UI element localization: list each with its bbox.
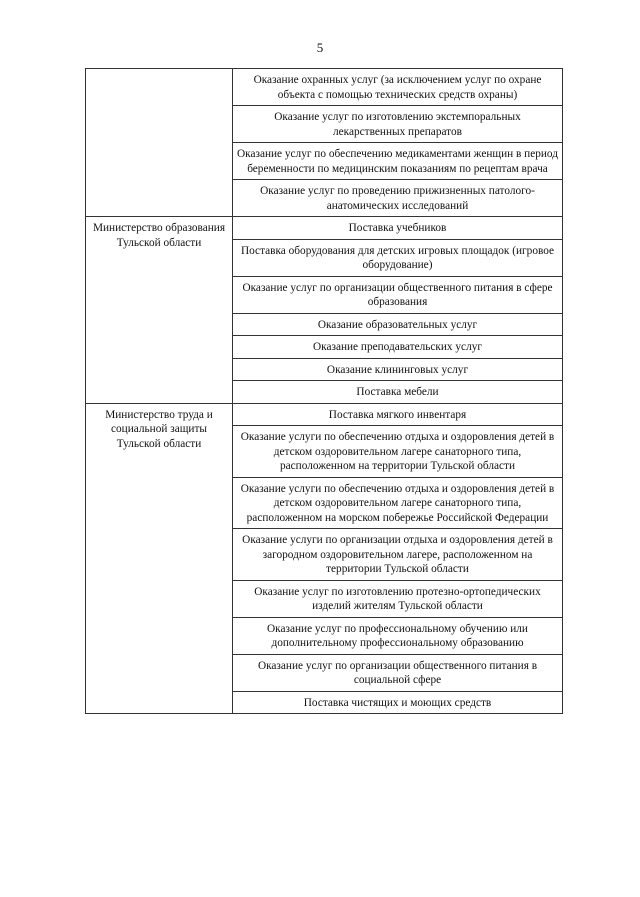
service-cell: Оказание преподавательских услуг bbox=[233, 336, 563, 359]
service-cell: Оказание услуги по организации отдыха и оздоровления детей в загородном оздоровительном лагере, расположенном на территории Тульской области bbox=[233, 529, 563, 581]
service-cell: Оказание охранных услуг (за исключением услуг по охране объекта с помощью технических средств охраны) bbox=[233, 69, 563, 106]
page-number: 5 bbox=[316, 40, 324, 55]
service-cell: Оказание услуг по обеспечению медикаментами женщин в период беременности по медицинским показаниям по рецептам врача bbox=[233, 143, 563, 180]
service-cell: Оказание клининговых услуг bbox=[233, 358, 563, 381]
service-cell: Оказание услуги по обеспечению отдыха и оздоровления детей в детском оздоровительном лагере санаторного типа, расположенном на территории Тульской области bbox=[233, 426, 563, 478]
service-cell: Поставка учебников bbox=[233, 217, 563, 240]
service-cell: Оказание образовательных услуг bbox=[233, 313, 563, 336]
service-cell: Поставка чистящих и моющих средств bbox=[233, 691, 563, 714]
service-cell: Оказание услуг по проведению прижизненных патолого-анатомических исследований bbox=[233, 180, 563, 217]
service-cell: Оказание услуги по обеспечению отдыха и оздоровления детей в детском оздоровительном лагере санаторного типа, расположенном на морском побережье Российской Федерации bbox=[233, 477, 563, 529]
service-cell: Поставка мебели bbox=[233, 381, 563, 404]
table-row bbox=[86, 403, 563, 426]
ministry-cell: Министерство образования Тульской области bbox=[86, 217, 233, 404]
table-row bbox=[86, 69, 563, 106]
service-cell: Поставка мягкого инвентаря bbox=[233, 403, 563, 426]
service-cell: Оказание услуг по организации общественного питания в сфере образования bbox=[233, 276, 563, 313]
ministry-cell bbox=[86, 69, 233, 217]
service-cell: Поставка оборудования для детских игровых площадок (игровое оборудование) bbox=[233, 239, 563, 276]
services-table bbox=[85, 68, 563, 714]
service-cell: Оказание услуг по профессиональному обучению или дополнительному профессиональному образованию bbox=[233, 617, 563, 654]
table-row bbox=[86, 217, 563, 240]
ministry-cell: Министерство труда и социальной защиты Тульской области bbox=[86, 403, 233, 714]
service-cell: Оказание услуг по изготовлению экстемпоральных лекарственных препаратов bbox=[233, 106, 563, 143]
service-cell: Оказание услуг по изготовлению протезно-ортопедических изделий жителям Тульской области bbox=[233, 580, 563, 617]
service-cell: Оказание услуг по организации общественного питания в социальной сфере bbox=[233, 654, 563, 691]
